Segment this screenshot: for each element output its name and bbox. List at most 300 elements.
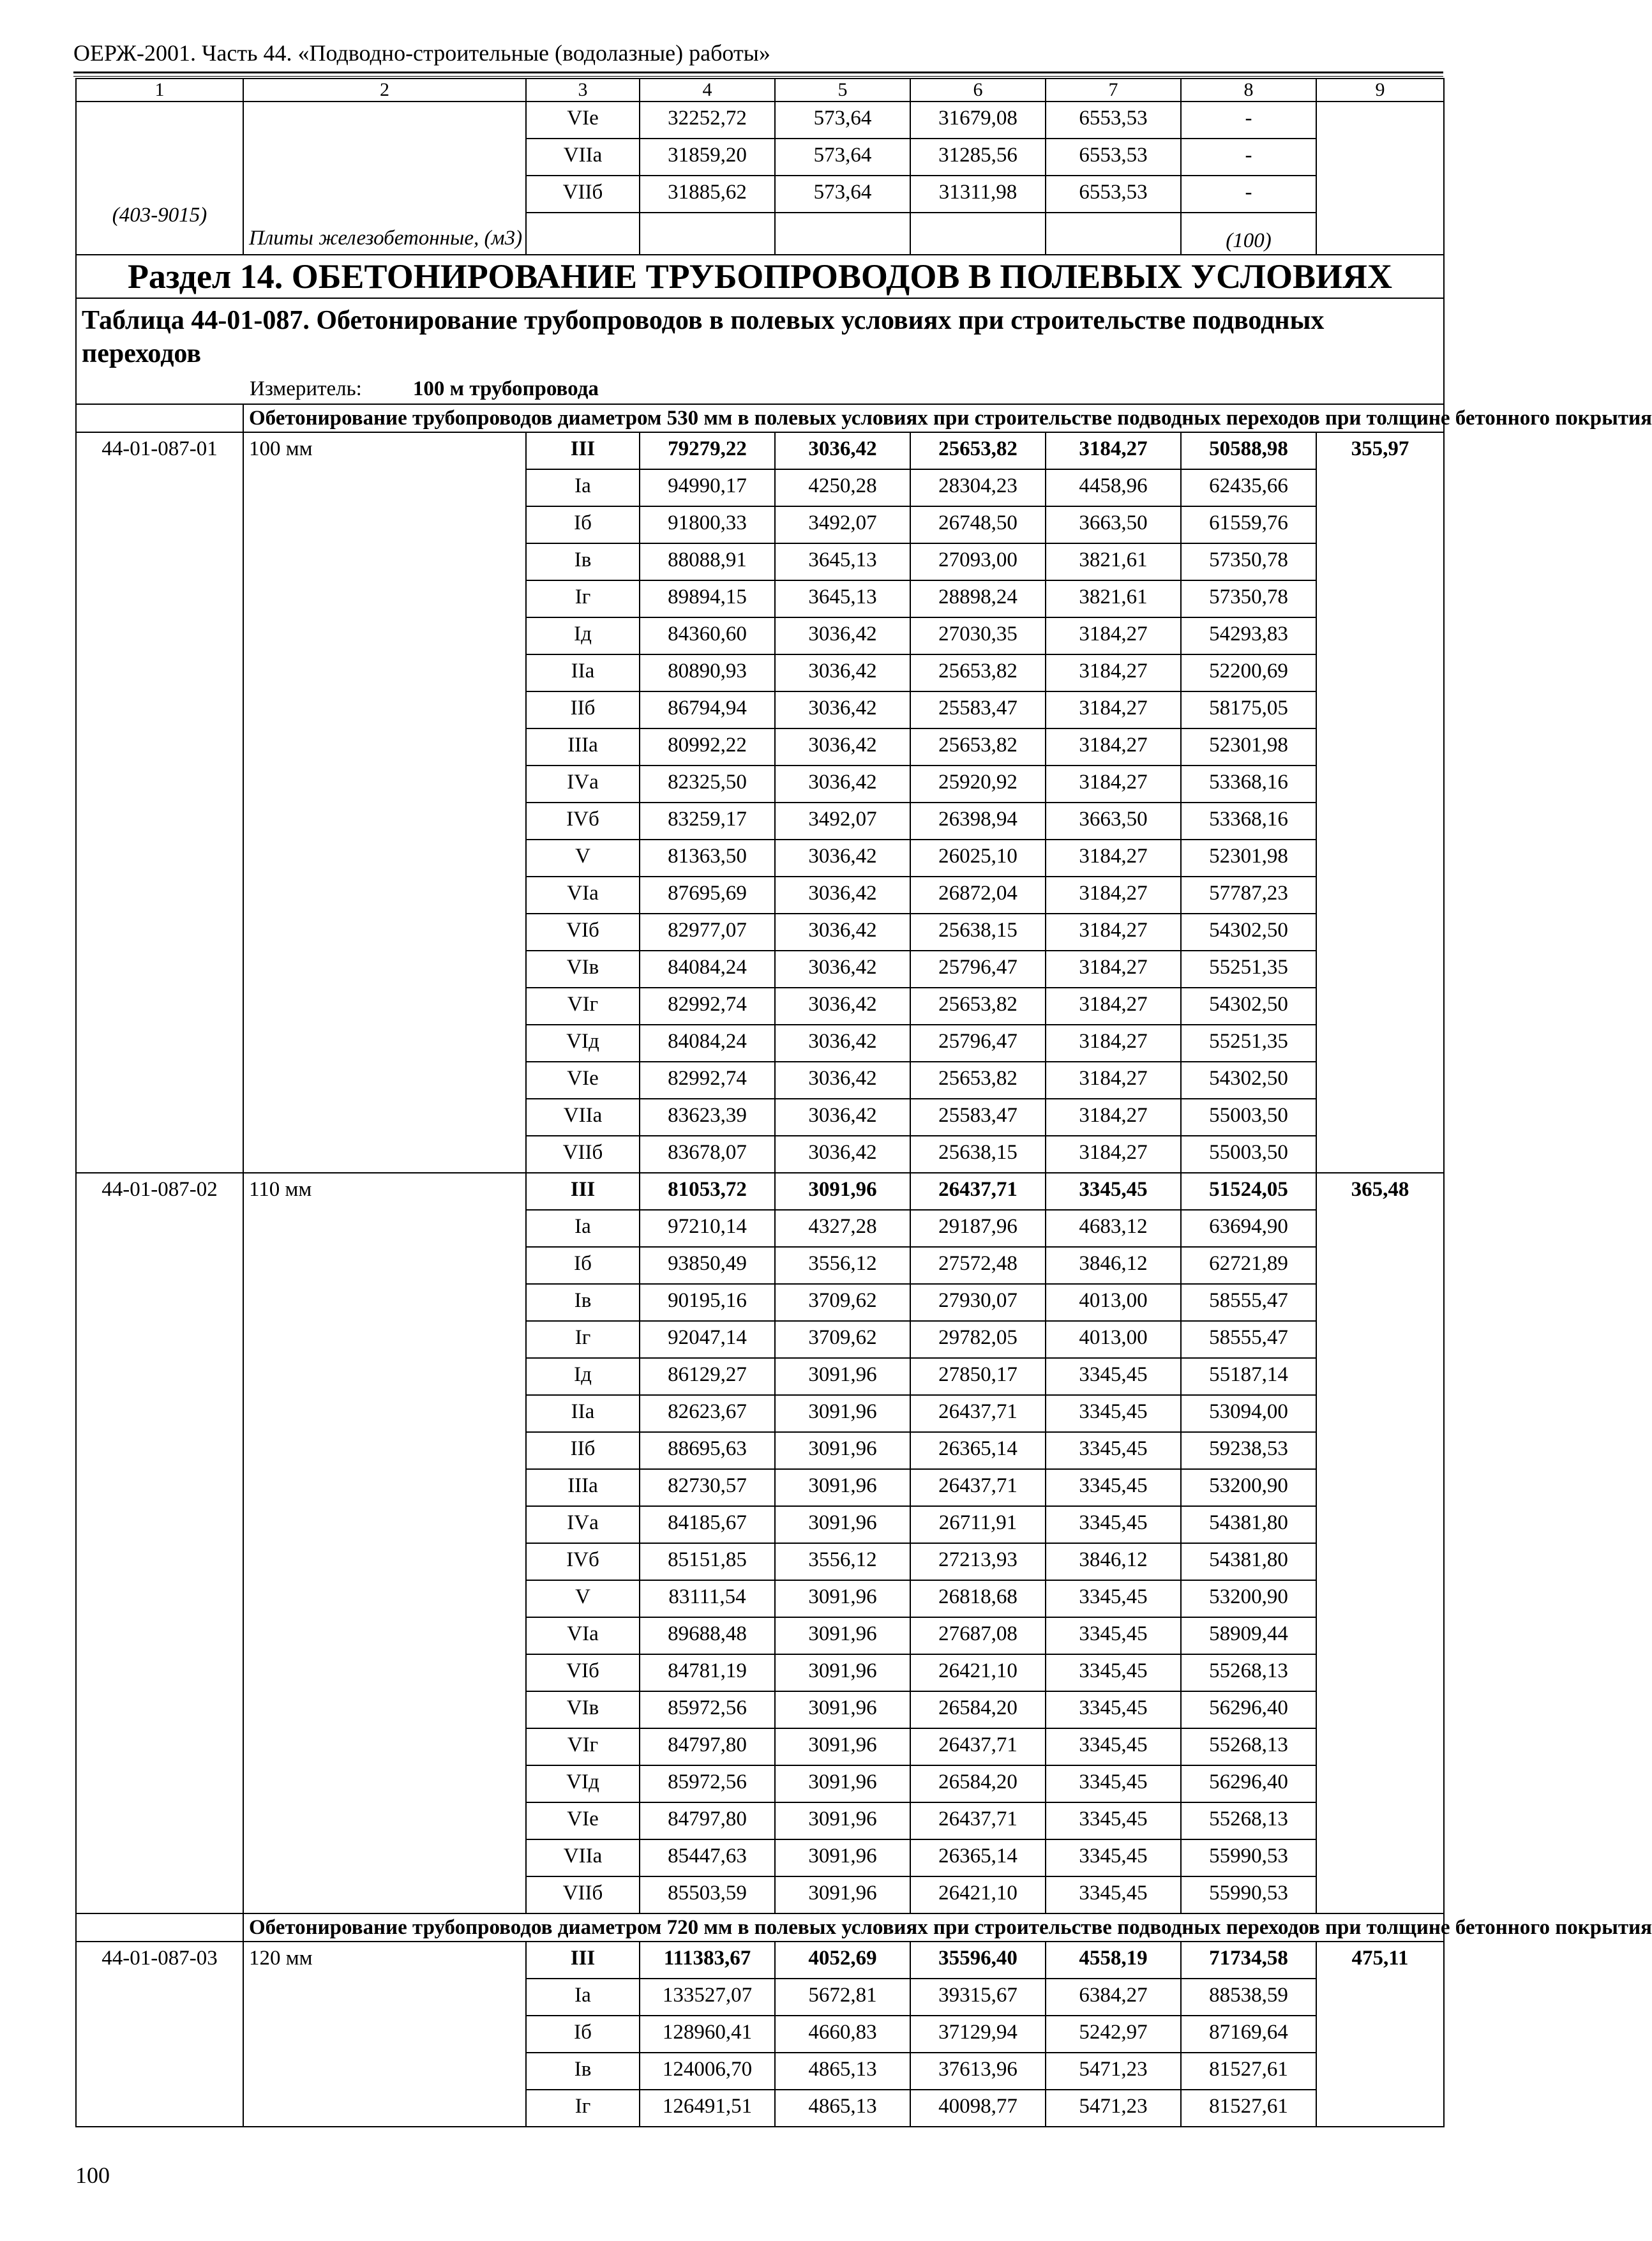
zone-cell: IIIа <box>526 1469 640 1506</box>
value-cell: 25583,47 <box>910 1099 1046 1136</box>
value-cell: - <box>1181 139 1316 176</box>
value-cell: 4013,00 <box>1046 1284 1181 1321</box>
value-cell: 52301,98 <box>1181 728 1316 766</box>
zone-cell: VIг <box>526 1728 640 1765</box>
value-cell: 3091,96 <box>775 1432 910 1469</box>
value-cell: 40098,77 <box>910 2090 1046 2127</box>
group-spacer <box>76 1913 243 1942</box>
value-cell: 27093,00 <box>910 543 1046 580</box>
value-cell: 3184,27 <box>1046 1025 1181 1062</box>
value-cell: 124006,70 <box>640 2053 775 2090</box>
value-cell: 31885,62 <box>640 176 775 213</box>
value-cell: 6553,53 <box>1046 139 1181 176</box>
value-cell: 54381,80 <box>1181 1543 1316 1580</box>
value-cell: 28304,23 <box>910 469 1046 506</box>
value-cell: 3184,27 <box>1046 951 1181 988</box>
header-rule <box>73 72 1443 73</box>
zone-cell: Iг <box>526 580 640 617</box>
value-cell: 63694,90 <box>1181 1210 1316 1247</box>
value-cell: 3345,45 <box>1046 1395 1181 1432</box>
group-spacer <box>76 404 243 432</box>
value-cell: 71734,58 <box>1181 1942 1316 1979</box>
value-cell: 3345,45 <box>1046 1173 1181 1210</box>
value-cell: 55003,50 <box>1181 1136 1316 1173</box>
value-cell: 26584,20 <box>910 1691 1046 1728</box>
value-cell: 87695,69 <box>640 877 775 914</box>
value-cell: 82730,57 <box>640 1469 775 1506</box>
zone-cell: Iв <box>526 2053 640 2090</box>
zone-cell: III <box>526 1942 640 1979</box>
value-cell: 31679,08 <box>910 102 1046 139</box>
value-cell: 85972,56 <box>640 1691 775 1728</box>
zone-cell: VIб <box>526 1654 640 1691</box>
value-cell: 53094,00 <box>1181 1395 1316 1432</box>
value-cell: 27687,08 <box>910 1617 1046 1654</box>
value-cell: 5242,97 <box>1046 2016 1181 2053</box>
value-cell: 89688,48 <box>640 1617 775 1654</box>
value-cell: 3091,96 <box>775 1691 910 1728</box>
value-cell: 3492,07 <box>775 506 910 543</box>
zone-cell: IVа <box>526 1506 640 1543</box>
empty-cell <box>910 213 1046 255</box>
value-cell: 82623,67 <box>640 1395 775 1432</box>
value-cell: 85447,63 <box>640 1839 775 1876</box>
value-cell: 80890,93 <box>640 654 775 691</box>
value-cell: 54302,50 <box>1181 988 1316 1025</box>
value-cell: 54293,83 <box>1181 617 1316 654</box>
value-cell: 4865,13 <box>775 2090 910 2127</box>
value-cell: 5471,23 <box>1046 2090 1181 2127</box>
page-number: 100 <box>75 2162 110 2188</box>
value-cell: 52301,98 <box>1181 840 1316 877</box>
value-cell: 3036,42 <box>775 840 910 877</box>
value-cell: 3492,07 <box>775 803 910 840</box>
value-cell: 92047,14 <box>640 1321 775 1358</box>
meter-label: Измеритель: <box>250 377 362 400</box>
value-cell: 28898,24 <box>910 580 1046 617</box>
value-cell: 3036,42 <box>775 1099 910 1136</box>
zone-cell: IVб <box>526 1543 640 1580</box>
value-cell: 3036,42 <box>775 951 910 988</box>
value-cell: 3184,27 <box>1046 691 1181 728</box>
value-cell: 56296,40 <box>1181 1691 1316 1728</box>
zone-cell: VIа <box>526 877 640 914</box>
value-cell: 55187,14 <box>1181 1358 1316 1395</box>
value-cell: 26437,71 <box>910 1469 1046 1506</box>
value-cell: 29187,96 <box>910 1210 1046 1247</box>
zone-cell: VIв <box>526 951 640 988</box>
value-cell: 58909,44 <box>1181 1617 1316 1654</box>
value-cell: 27030,35 <box>910 617 1046 654</box>
zone-cell: III <box>526 1173 640 1210</box>
value-cell: 3184,27 <box>1046 840 1181 877</box>
value-cell: 84084,24 <box>640 951 775 988</box>
zone-cell: Iв <box>526 543 640 580</box>
value-cell: 3036,42 <box>775 432 910 469</box>
section-title: Раздел 14. ОБЕТОНИРОВАНИЕ ТРУБОПРОВОДОВ В ПОЛЕВЫХ УСЛОВИЯХ <box>76 255 1444 298</box>
value-cell: 3645,13 <box>775 543 910 580</box>
value-cell: 50588,98 <box>1181 432 1316 469</box>
zone-cell: VIа <box>526 1617 640 1654</box>
table-row <box>76 1173 1444 1210</box>
value-cell: 37129,94 <box>910 2016 1046 2053</box>
value-cell: 55251,35 <box>1181 1025 1316 1062</box>
value-cell: 53368,16 <box>1181 803 1316 840</box>
value-cell: 26365,14 <box>910 1432 1046 1469</box>
value-cell: 25583,47 <box>910 691 1046 728</box>
value-cell: 80992,22 <box>640 728 775 766</box>
value-cell: 27930,07 <box>910 1284 1046 1321</box>
value-cell: 82325,50 <box>640 766 775 803</box>
group-row <box>76 404 1444 432</box>
value-cell: 126491,51 <box>640 2090 775 2127</box>
value-cell: 3345,45 <box>1046 1654 1181 1691</box>
column-number-row <box>76 79 1444 102</box>
value-cell: 39315,67 <box>910 1979 1046 2016</box>
value-cell: 52200,69 <box>1181 654 1316 691</box>
value-cell: 88695,63 <box>640 1432 775 1469</box>
value-cell: 4458,96 <box>1046 469 1181 506</box>
value-cell: 3036,42 <box>775 617 910 654</box>
value-cell: 573,64 <box>775 139 910 176</box>
value-cell: 26398,94 <box>910 803 1046 840</box>
value-cell: 55268,13 <box>1181 1802 1316 1839</box>
column-number: 1 <box>76 79 243 102</box>
value-cell: 3036,42 <box>775 988 910 1025</box>
value-cell: 26748,50 <box>910 506 1046 543</box>
value-cell: 3184,27 <box>1046 988 1181 1025</box>
value-cell: 3345,45 <box>1046 1617 1181 1654</box>
value-cell: 59238,53 <box>1181 1432 1316 1469</box>
item-code: (403-9015) <box>76 102 243 255</box>
value-cell: 83678,07 <box>640 1136 775 1173</box>
item-code: 44-01-087-02 <box>76 1173 243 1913</box>
zone-cell: V <box>526 840 640 877</box>
col9-cell: 475,11 <box>1316 1942 1444 2127</box>
col9-cell: 365,48 <box>1316 1173 1444 1913</box>
value-cell: 37613,96 <box>910 2053 1046 2090</box>
zone-cell: VIд <box>526 1765 640 1802</box>
value-cell: 26872,04 <box>910 877 1046 914</box>
value-cell: 6553,53 <box>1046 176 1181 213</box>
col9-cell: 355,97 <box>1316 432 1444 1173</box>
zone-cell: VIIа <box>526 1839 640 1876</box>
value-cell: 3345,45 <box>1046 1432 1181 1469</box>
value-cell: 3184,27 <box>1046 877 1181 914</box>
value-cell: 27850,17 <box>910 1358 1046 1395</box>
value-cell: 573,64 <box>775 102 910 139</box>
value-cell: 3091,96 <box>775 1839 910 1876</box>
value-cell: 26365,14 <box>910 1839 1046 1876</box>
group-title: Обетонирование трубопроводов диаметром 530 мм в полевых условиях при строительстве подводных переходов при толщине бетонного покрытия <box>243 404 1444 432</box>
value-cell: 85151,85 <box>640 1543 775 1580</box>
column-number: 8 <box>1181 79 1316 102</box>
value-cell: 54381,80 <box>1181 1506 1316 1543</box>
value-cell: 62721,89 <box>1181 1247 1316 1284</box>
value-cell: 58555,47 <box>1181 1284 1316 1321</box>
value-cell: 3345,45 <box>1046 1469 1181 1506</box>
column-number: 5 <box>775 79 910 102</box>
value-cell: 25653,82 <box>910 654 1046 691</box>
table-row <box>76 102 1444 139</box>
value-cell: 4052,69 <box>775 1942 910 1979</box>
value-cell: 3345,45 <box>1046 1728 1181 1765</box>
value-cell: 89894,15 <box>640 580 775 617</box>
value-cell: 3091,96 <box>775 1469 910 1506</box>
value-cell: 84781,19 <box>640 1654 775 1691</box>
value-cell: 3091,96 <box>775 1876 910 1913</box>
value-cell: 26437,71 <box>910 1395 1046 1432</box>
value-cell: 83111,54 <box>640 1580 775 1617</box>
column-number: 2 <box>243 79 526 102</box>
table-title-cell <box>76 298 1444 404</box>
value-cell: 3846,12 <box>1046 1543 1181 1580</box>
column-number: 3 <box>526 79 640 102</box>
value-cell: 4683,12 <box>1046 1210 1181 1247</box>
value-cell: 86129,27 <box>640 1358 775 1395</box>
value-cell: 3345,45 <box>1046 1802 1181 1839</box>
value-cell: 55003,50 <box>1181 1099 1316 1136</box>
value-cell: 26437,71 <box>910 1173 1046 1210</box>
value-cell: 3709,62 <box>775 1284 910 1321</box>
value-cell: 3184,27 <box>1046 728 1181 766</box>
value-cell: 25653,82 <box>910 1062 1046 1099</box>
value-cell: 81527,61 <box>1181 2053 1316 2090</box>
value-cell: 84360,60 <box>640 617 775 654</box>
value-cell: 57350,78 <box>1181 580 1316 617</box>
value-cell: 6384,27 <box>1046 1979 1181 2016</box>
column-number: 4 <box>640 79 775 102</box>
value-cell: 31311,98 <box>910 176 1046 213</box>
value-cell: 29782,05 <box>910 1321 1046 1358</box>
value-cell: 25638,15 <box>910 1136 1046 1173</box>
value-cell: 51524,05 <box>1181 1173 1316 1210</box>
value-cell: 25638,15 <box>910 914 1046 951</box>
value-cell: 55268,13 <box>1181 1654 1316 1691</box>
value-cell: 3821,61 <box>1046 580 1181 617</box>
value-cell: 3036,42 <box>775 654 910 691</box>
table-body <box>76 79 1652 2127</box>
value-cell: 25796,47 <box>910 951 1046 988</box>
column-number: 6 <box>910 79 1046 102</box>
zone-cell: V <box>526 1580 640 1617</box>
value-cell: 26818,68 <box>910 1580 1046 1617</box>
item-code: 44-01-087-01 <box>76 432 243 1173</box>
running-title: ОЕРЖ-2001. Часть 44. «Подводно-строительные (водолазные) работы» <box>73 40 770 66</box>
value-cell: 3091,96 <box>775 1395 910 1432</box>
zone-cell: Iг <box>526 2090 640 2127</box>
value-cell: 26711,91 <box>910 1506 1046 1543</box>
zone-cell: IIа <box>526 1395 640 1432</box>
value-cell: 3091,96 <box>775 1728 910 1765</box>
group-row <box>76 1913 1444 1942</box>
zone-cell: IIб <box>526 1432 640 1469</box>
table-row <box>76 432 1444 469</box>
value-cell: 4013,00 <box>1046 1321 1181 1358</box>
value-cell: 3036,42 <box>775 1136 910 1173</box>
value-cell: 31285,56 <box>910 139 1046 176</box>
value-cell: 90195,16 <box>640 1284 775 1321</box>
zone-cell: Iа <box>526 469 640 506</box>
value-cell: 94990,17 <box>640 469 775 506</box>
value-cell: 3091,96 <box>775 1173 910 1210</box>
value-cell: 58555,47 <box>1181 1321 1316 1358</box>
zone-cell: III <box>526 432 640 469</box>
zone-cell: Iв <box>526 1284 640 1321</box>
value-cell: 55251,35 <box>1181 951 1316 988</box>
value-cell: 61559,76 <box>1181 506 1316 543</box>
empty-cell <box>775 213 910 255</box>
value-cell: 26437,71 <box>910 1802 1046 1839</box>
zone-cell: IVа <box>526 766 640 803</box>
value-cell: 84185,67 <box>640 1506 775 1543</box>
zone-cell: IIа <box>526 654 640 691</box>
value-cell: 4660,83 <box>775 2016 910 2053</box>
value-cell: 97210,14 <box>640 1210 775 1247</box>
zone-cell: VIIб <box>526 1876 640 1913</box>
value-cell: 83259,17 <box>640 803 775 840</box>
value-cell: 53200,90 <box>1181 1469 1316 1506</box>
value-cell: 3184,27 <box>1046 1136 1181 1173</box>
meter-value: 100 м трубопровода <box>412 377 599 400</box>
zone-cell: IIIа <box>526 728 640 766</box>
value-cell: - <box>1181 102 1316 139</box>
item-name: 100 мм <box>243 432 526 1173</box>
header-rule-thin <box>73 76 1443 77</box>
value-cell: 3091,96 <box>775 1802 910 1839</box>
value-cell: 84797,80 <box>640 1728 775 1765</box>
zone-cell: VIIб <box>526 1136 640 1173</box>
value-cell: 57350,78 <box>1181 543 1316 580</box>
value-cell: 85503,59 <box>640 1876 775 1913</box>
value-cell: 3184,27 <box>1046 617 1181 654</box>
value-cell: 84797,80 <box>640 1802 775 1839</box>
section-row <box>76 255 1444 298</box>
zone-cell: IVб <box>526 803 640 840</box>
value-cell: 3184,27 <box>1046 654 1181 691</box>
value-cell: 79279,22 <box>640 432 775 469</box>
value-cell: 55268,13 <box>1181 1728 1316 1765</box>
value-cell: 58175,05 <box>1181 691 1316 728</box>
value-cell: 3821,61 <box>1046 543 1181 580</box>
column-number: 9 <box>1316 79 1444 102</box>
value-cell: 3556,12 <box>775 1543 910 1580</box>
value-cell: 3345,45 <box>1046 1839 1181 1876</box>
value-cell: 3036,42 <box>775 691 910 728</box>
value-cell: 57787,23 <box>1181 877 1316 914</box>
value-cell: 35596,40 <box>910 1942 1046 1979</box>
value-cell: 81527,61 <box>1181 2090 1316 2127</box>
value-cell: 3091,96 <box>775 1654 910 1691</box>
zone-cell: VIе <box>526 1062 640 1099</box>
col9-cell <box>1316 102 1444 255</box>
meter <box>250 377 1438 401</box>
value-cell: 55990,53 <box>1181 1876 1316 1913</box>
zone-cell: Iа <box>526 1979 640 2016</box>
empty-cell <box>640 213 775 255</box>
group-title: Обетонирование трубопроводов диаметром 720 мм в полевых условиях при строительстве подводных переходов при толщине бетонного покрытия <box>243 1913 1444 1942</box>
value-cell: 91800,33 <box>640 506 775 543</box>
empty-cell <box>1046 213 1181 255</box>
value-cell: 88538,59 <box>1181 1979 1316 2016</box>
value-cell: 3645,13 <box>775 580 910 617</box>
value-cell: 27572,48 <box>910 1247 1046 1284</box>
value-cell: 27213,93 <box>910 1543 1046 1580</box>
value-cell: 5471,23 <box>1046 2053 1181 2090</box>
zone-cell: Iд <box>526 617 640 654</box>
value-cell: 26421,10 <box>910 1654 1046 1691</box>
value-cell: 3184,27 <box>1046 1099 1181 1136</box>
value-cell: 54302,50 <box>1181 1062 1316 1099</box>
value-cell: 4865,13 <box>775 2053 910 2090</box>
zone-cell: VIг <box>526 988 640 1025</box>
price-table <box>75 78 1652 2127</box>
value-cell: 81053,72 <box>640 1173 775 1210</box>
value-cell: 3345,45 <box>1046 1876 1181 1913</box>
zone-cell: Iб <box>526 506 640 543</box>
value-cell: 3091,96 <box>775 1506 910 1543</box>
zone-cell: Iб <box>526 1247 640 1284</box>
value-cell: 55990,53 <box>1181 1839 1316 1876</box>
zone-cell: Iг <box>526 1321 640 1358</box>
value-cell: 3345,45 <box>1046 1358 1181 1395</box>
value-cell: 3091,96 <box>775 1358 910 1395</box>
zone-cell: Iд <box>526 1358 640 1395</box>
value-cell: 3091,96 <box>775 1617 910 1654</box>
value-cell: 3036,42 <box>775 766 910 803</box>
value-cell: 25653,82 <box>910 728 1046 766</box>
value-cell: 3091,96 <box>775 1580 910 1617</box>
value-cell: 53368,16 <box>1181 766 1316 803</box>
value-cell: 26584,20 <box>910 1765 1046 1802</box>
value-cell: 3345,45 <box>1046 1691 1181 1728</box>
zone-cell: Iа <box>526 1210 640 1247</box>
value-cell: 54302,50 <box>1181 914 1316 951</box>
empty-cell <box>526 213 640 255</box>
value-cell: 26437,71 <box>910 1728 1046 1765</box>
value-cell: 5672,81 <box>775 1979 910 2016</box>
value-cell: 4327,28 <box>775 1210 910 1247</box>
item-name: 120 мм <box>243 1942 526 2127</box>
value-cell: 82992,74 <box>640 1062 775 1099</box>
value-cell: 82977,07 <box>640 914 775 951</box>
value-cell: 3091,96 <box>775 1765 910 1802</box>
table-title-row <box>76 298 1444 404</box>
value-cell: 62435,66 <box>1181 469 1316 506</box>
value-cell: 3663,50 <box>1046 506 1181 543</box>
value-cell: 3036,42 <box>775 877 910 914</box>
value-cell: 25920,92 <box>910 766 1046 803</box>
value-cell: 25796,47 <box>910 1025 1046 1062</box>
value-cell: 3184,27 <box>1046 432 1181 469</box>
value-cell: 26421,10 <box>910 1876 1046 1913</box>
value-cell: 31859,20 <box>640 139 775 176</box>
value-cell: 573,64 <box>775 176 910 213</box>
zone-cell: IIб <box>526 691 640 728</box>
value-cell: 87169,64 <box>1181 2016 1316 2053</box>
value-cell: 88088,91 <box>640 543 775 580</box>
value-cell: 3184,27 <box>1046 914 1181 951</box>
col8-cell: (100) <box>1181 213 1316 255</box>
value-cell: 3036,42 <box>775 728 910 766</box>
value-cell: 26025,10 <box>910 840 1046 877</box>
value-cell: 86794,94 <box>640 691 775 728</box>
item-code: 44-01-087-03 <box>76 1942 243 2127</box>
item-name: 110 мм <box>243 1173 526 1913</box>
value-cell: 3345,45 <box>1046 1580 1181 1617</box>
value-cell: 133527,07 <box>640 1979 775 2016</box>
value-cell: 3345,45 <box>1046 1506 1181 1543</box>
